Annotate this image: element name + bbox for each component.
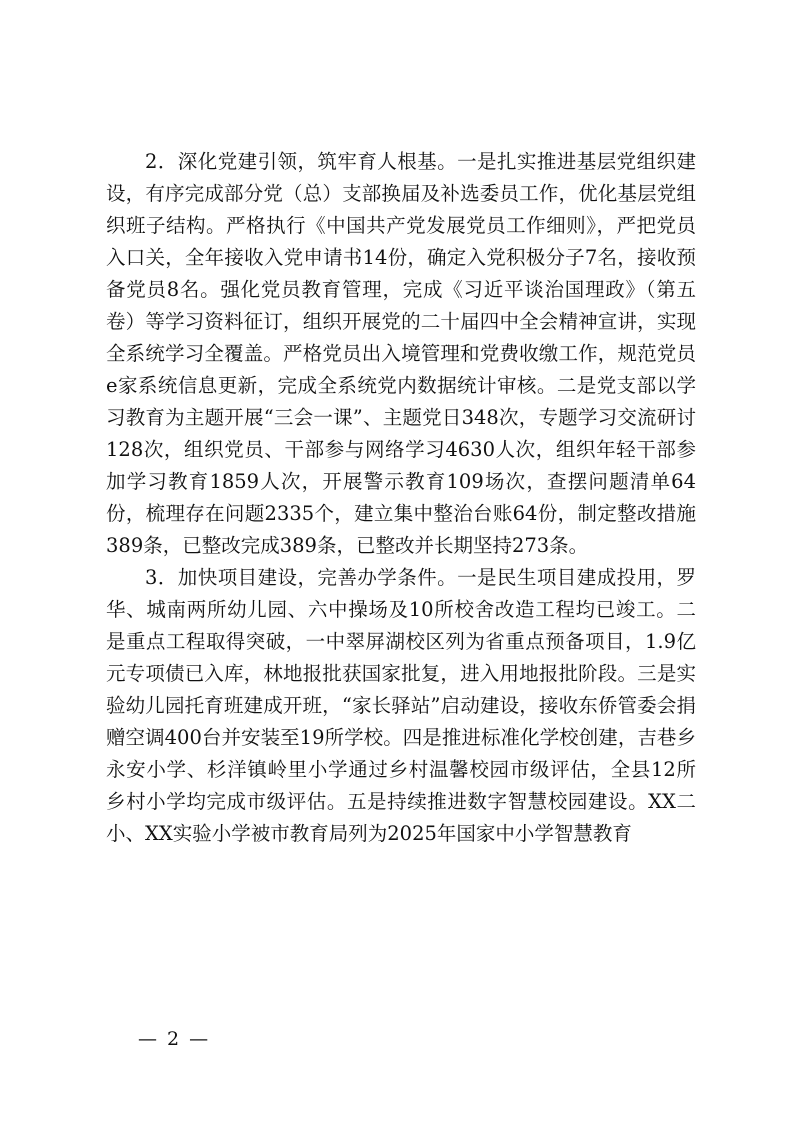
page-number: — 2 — <box>138 1028 211 1050</box>
paragraph-project-construction: 3．加快项目建设，完善办学条件。一是民生项目建成投用，罗华、城南两所幼儿园、六中操场及10所校舍改造工程均已竣工。二是重点工程取得突破，一中翠屏湖校区列为省重点预备项目，1.9亿元专项债已入库，林地报批获国家批复，进入用地报批阶段。三是实验幼儿园托育班建成开班，“家长驿站”启动建设，接收东侨管委会捐赠空调400台并安装至19所学校。四是推进标准化学校创建，吉巷乡永安小学、杉洋镇岭里小学通过乡村温馨校园市级评估，全县12所乡村小学均完成市级评估。五是持续推进数字智慧校园建设。XX二小、XX实验小学被市教育局列为2025年国家中小学智慧教育 <box>106 566 696 845</box>
paragraph-party-building: 2．深化党建引领，筑牢育人根基。一是扎实推进基层党组织建设，有序完成部分党（总）支部换届及补选委员工作，优化基层党组织班子结构。严格执行《中国共产党发展党员工作细则》，严把党员入口关，全年接收入党申请书14份，确定入党积极分子7名，接收预备党员8名。强化党员教育管理，完成《习近平谈治国理政》（第五卷）等学习资料征订，组织开展党的二十届四中全会精神宣讲，实现全系统学习全覆盖。严格党员出入境管理和党费收缴工作，规范党员e家系统信息更新，完成全系统党内数据统计审核。二是党支部以学习教育为主题开展“三会一课”、主题党日348次，专题学习交流研讨128次，组织党员、干部参与网络学习4630人次，组织年轻干部参加学习教育1859人次，开展警示教育109场次，查摆问题清单64份，梳理存在问题2335个，建立集中整治台账64份，制定整改措施389条，已整改完成389条，已整改并长期坚持273条。 <box>106 150 696 557</box>
document-body <box>106 146 696 850</box>
